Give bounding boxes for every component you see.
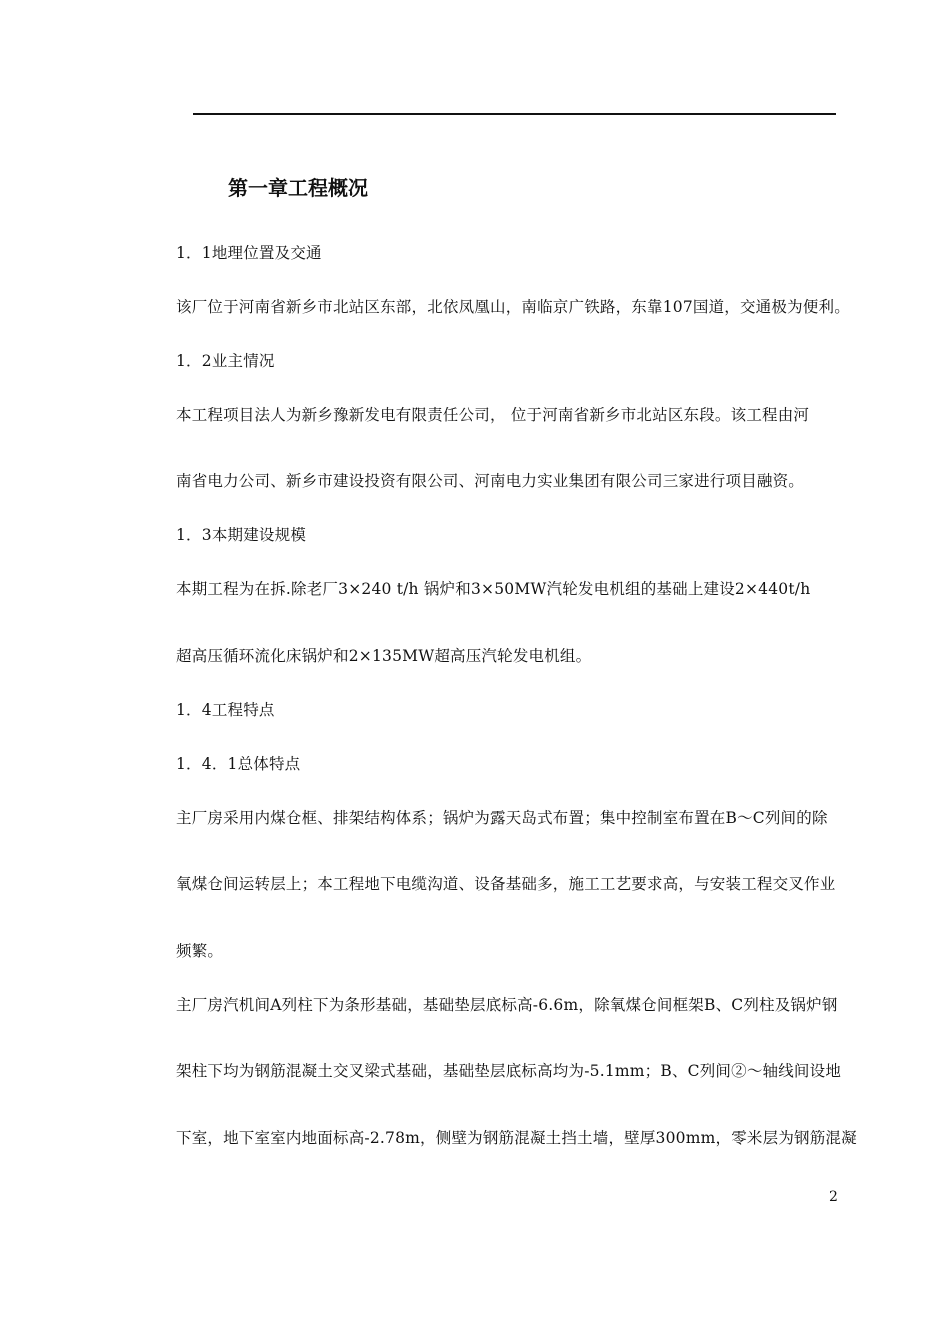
subsection-heading: 1．4．1总体特点 — [176, 755, 301, 773]
chapter-title: 第一章工程概况 — [228, 176, 368, 200]
page-number: 2 — [829, 1189, 838, 1205]
paragraph-line: 主厂房汽机间A列柱下为条形基础，基础垫层底标高-6.6m，除氧煤仓间框架B、C列柱及锅炉钢 — [176, 996, 838, 1014]
paragraph-line: 本期工程为在拆.除老厂3×240 t/h 锅炉和3×50MW汽轮发电机组的基础上建设2×440t/h — [176, 580, 811, 598]
header-rule — [193, 113, 836, 115]
paragraph-line: 下室，地下室室内地面标高-2.78m，侧壁为钢筋混凝土挡土墙，壁厚300mm，零米层为钢筋混凝 — [176, 1129, 857, 1147]
paragraph-line: 氧煤仓间运转层上；本工程地下电缆沟道、设备基础多，施工工艺要求高，与安装工程交叉作业 — [176, 875, 836, 893]
paragraph-line: 频繁。 — [176, 942, 224, 960]
section-heading: 1．4工程特点 — [176, 701, 275, 719]
section-heading: 1．3本期建设规模 — [176, 526, 307, 544]
paragraph-line: 主厂房采用内煤仓框、排架结构体系；锅炉为露天岛式布置；集中控制室布置在B～C列间的除 — [176, 809, 828, 827]
paragraph-line: 南省电力公司、新乡市建设投资有限公司、河南电力实业集团有限公司三家进行项目融资。 — [176, 472, 805, 490]
section-heading: 1．2业主情况 — [176, 352, 275, 370]
paragraph-line: 超高压循环流化床锅炉和2×135MW超高压汽轮发电机组。 — [176, 647, 592, 665]
paragraph-line: 该厂位于河南省新乡市北站区东部，北依凤凰山，南临京广铁路，东靠107国道，交通极为便利。 — [176, 298, 850, 316]
paragraph-line: 本工程项目法人为新乡豫新发电有限责任公司， 位于河南省新乡市北站区东段。该工程由河 — [176, 406, 810, 424]
paragraph-line: 架柱下均为钢筋混凝土交叉梁式基础，基础垫层底标高均为-5.1mm；B、C列间②～轴线间设地 — [176, 1062, 842, 1080]
section-heading: 1．1地理位置及交通 — [176, 244, 322, 262]
